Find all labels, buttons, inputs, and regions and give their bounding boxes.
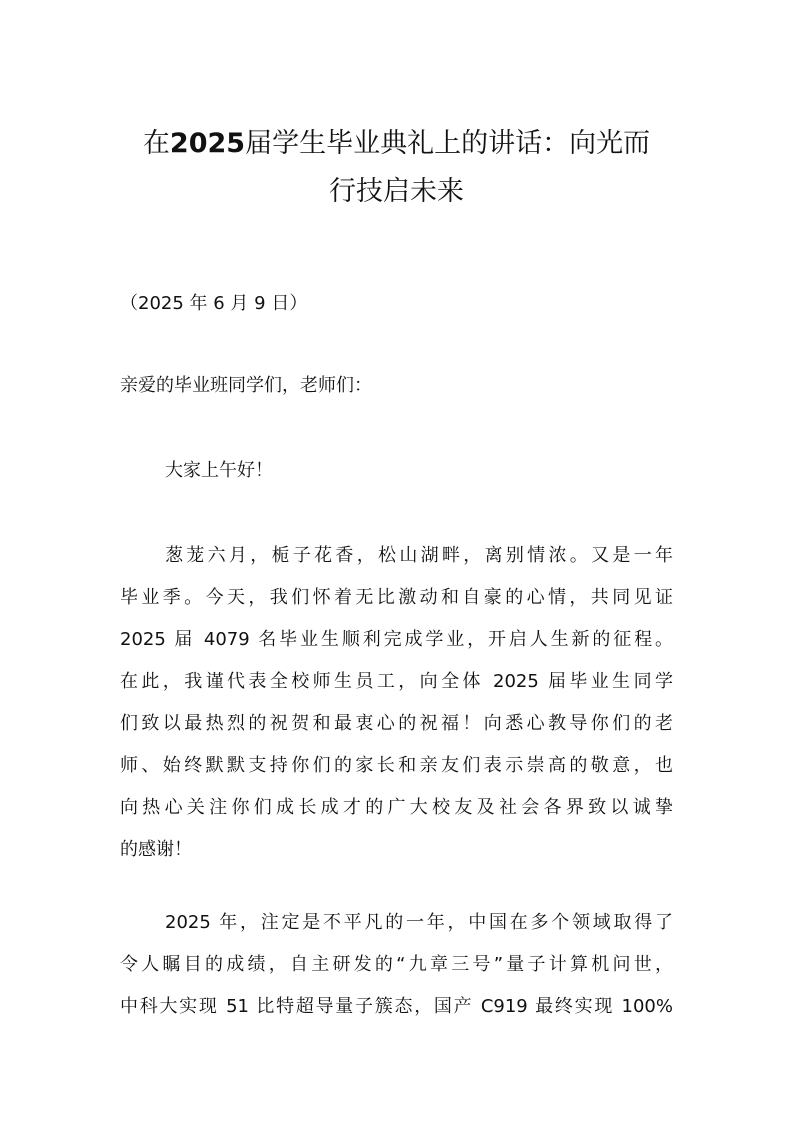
paragraph-line: 中科大实现 51 比特超导量子簇态，国产 C919 最终实现 100% xyxy=(120,996,673,1017)
paragraph-line: 2025 年，注定是不平凡的一年，中国在多个领域取得了 xyxy=(165,912,673,933)
paragraph-line: 毕业季。今天，我们怀着无比激动和自豪的心情，共同见证 xyxy=(120,587,673,608)
paragraph-line: 葱茏六月，栀子花香，松山湖畔，离别情浓。又是一年 xyxy=(165,545,673,566)
salutation: 亲爱的毕业班同学们，老师们： xyxy=(120,375,372,396)
paragraph-line: 师、始终默默支持你们的家长和亲友们表示崇高的敬意，也 xyxy=(120,755,673,776)
greeting: 大家上午好！ xyxy=(165,460,273,481)
title-line-1: 在2025届学生毕业典礼上的讲话：向光而 xyxy=(142,128,651,159)
speech-date: （2025 年 6 月 9 日） xyxy=(120,293,308,314)
paragraph-line: 的感谢！ xyxy=(120,839,192,860)
paragraph-line: 在此，我谨代表全校师生员工，向全体 2025 届毕业生同学 xyxy=(120,671,673,692)
paragraph-line: 向热心关注你们成长成才的广大校友及社会各界致以诚挚 xyxy=(120,797,673,818)
title-line-2: 行技启未来 xyxy=(329,176,464,207)
paragraph-line: 令人瞩目的成绩，自主研发的“九章三号”量子计算机问世， xyxy=(120,954,673,975)
paragraph-2 xyxy=(120,902,673,1028)
paragraph-line: 2025 届 4079 名毕业生顺利完成学业，开启人生新的征程。 xyxy=(120,629,673,650)
paragraph-1 xyxy=(120,535,673,871)
title-year: 2025 xyxy=(169,128,246,159)
document-title xyxy=(120,120,673,216)
paragraph-line: 们致以最热烈的祝贺和最衷心的祝福！向悉心教导你们的老 xyxy=(120,713,673,734)
